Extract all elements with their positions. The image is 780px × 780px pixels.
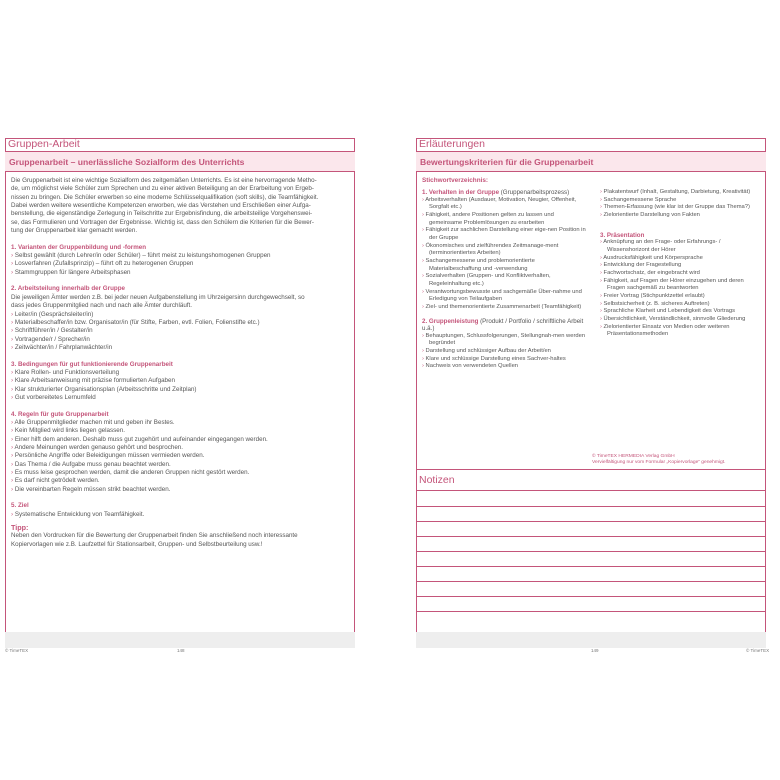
page-number: 148 — [177, 648, 185, 653]
list-item: › Sozialverhalten (Gruppen- und Konfliktverhalten, Regeleinhaltung etc.) — [422, 273, 588, 288]
right-page-title: Erläuterungen — [416, 138, 766, 152]
list-item: › Das Thema / die Aufgabe muss genau beachtet werden. — [11, 461, 349, 469]
list-item: › Freier Vortrag (Stichpunktzettel erlaubt) — [600, 293, 760, 301]
left-page-title: Gruppen-Arbeit — [5, 138, 355, 152]
list-item: › Klare Arbeitsanweisung mit präzise formulierten Aufgaben — [11, 377, 349, 385]
note-line — [416, 521, 766, 522]
intro-line: de, um möglichst viele Schüler zum Sprechen und zu einer aktiven Beteiligung an der Erarbeitung von Ergeb- — [11, 185, 314, 193]
list-item: › Die vereinbarten Regeln müssen strikt beachtet werden. — [11, 486, 349, 494]
list-item: › Zeitwächter/in / Fahrplanwächter/in — [11, 344, 349, 352]
page-number: 149 — [591, 648, 599, 653]
tip-text: Neben den Vordrucken für die Bewertung der Gruppenarbeit finden Sie anschließend noch interessante — [11, 532, 298, 540]
intro-line: nissen zu bringen. Die Schüler erwerben so eine moderne Schlüsselqualifikation (soft skills), die Teamfähigkeit. — [11, 193, 319, 201]
section-text: dass jedes Gruppenmitglied nach und nach alle Ämter durchläuft. — [11, 302, 193, 310]
note-line — [416, 566, 766, 567]
section-title-text: 2. Gruppenleistung — [422, 317, 479, 325]
list-item: › Übersichtlichkeit, Verständlichkeit, sinnvolle Gliederung — [600, 316, 760, 324]
tip-text: Kopiervorlagen wie z.B. Laufzettel für Stationsarbeit, Gruppen- und Selbstbeurteilung usw.! — [11, 540, 263, 548]
list-item: › Selbstsicherheit (z. B. sicheres Auftreten) — [600, 301, 760, 309]
section-title-varianten: 1. Varianten der Gruppenbildung und -formen — [11, 243, 147, 251]
list-item: › Anknüpfung an den Frage- oder Erfahrungs- / Wissenshorizont der Hörer — [600, 239, 760, 254]
section-title-verhalten — [422, 189, 588, 197]
section-title-ziel: 5. Ziel — [11, 502, 29, 510]
list-item: › Arbeitsverhalten (Ausdauer, Motivation, Neugier, Offenheit, Sorgfalt etc.) — [422, 197, 588, 212]
note-line — [416, 581, 766, 582]
intro-line: tung der Gruppenarbeit klar gemacht werden. — [11, 227, 138, 235]
section-title-arbeitsteilung: 2. Arbeitsteilung innerhalb der Gruppe — [11, 285, 126, 293]
list-item: › Alle Gruppenmitglieder machen mit und geben ihr Bestes. — [11, 419, 349, 427]
intro-line: Dabei werden weitere wesentliche Kompetenzen erworben, wie das Verstehen und Erschließen einer Aufga- — [11, 202, 311, 210]
note-line — [416, 596, 766, 597]
note-line — [416, 536, 766, 537]
list-item: › Ziel- und themenorientierte Zusammenarbeit (Teamfähigkeit) — [422, 304, 588, 312]
right-page — [416, 138, 768, 655]
list-item: › Losverfahren (Zufallsprinzip) – führt oft zu heterogenen Gruppen — [11, 260, 349, 268]
list-item: › Leiter/in (Gesprächsleiter/in) — [11, 311, 349, 319]
copyright-notice — [592, 454, 725, 467]
copyright-footer: © TimeTEX — [746, 648, 770, 653]
list-item: › Kein Mitglied wird links liegen gelassen. — [11, 427, 349, 435]
copyright-line: © TimeTEX HERMEDIA Verlag GmbH — [592, 454, 675, 459]
list-item: › Klar strukturierter Organisationsplan (Arbeitsschritte und Zeitplan) — [11, 386, 349, 394]
list-item: › Es muss leise gesprochen werden, damit die anderen Gruppen nicht gestört werden. — [11, 469, 349, 477]
list-item: › Nachweis von verwendeten Quellen — [422, 363, 588, 371]
section-title-praesentation: 3. Präsentation — [600, 231, 645, 239]
list-item: › Zielorientierte Darstellung von Fakten — [600, 212, 760, 220]
list-item: › Verantwortungsbewusste und sachgemäße Über-nahme und Erledigung von Teilaufgaben — [422, 289, 588, 304]
list-item: › Ökonomisches und zielführendes Zeitmanage-ment (terminorientiertes Arbeiten) — [422, 243, 588, 258]
section-title-regeln: 4. Regeln für gute Gruppenarbeit — [11, 410, 109, 418]
section-title-gruppenleistung — [422, 318, 588, 333]
list-item: › Vortragende/r / Sprecher/in — [11, 336, 349, 344]
list-item: › Fähigkeit zur sachlichen Darstellung einer eige-nen Position in der Gruppe — [422, 227, 588, 242]
list-item: › Stammgruppen für längere Arbeitsphasen — [11, 269, 349, 277]
note-line — [416, 551, 766, 552]
copyright-footer: © TimeTEX — [5, 648, 29, 653]
list-item: › Klare und schlüssige Darstellung eines Sachver-haltes — [422, 356, 588, 364]
footer-band — [5, 632, 355, 648]
list-item: › Andere Meinungen werden genauso gehört und besprochen. — [11, 444, 349, 452]
section-title-text: 1. Verhalten in der Gruppe — [422, 189, 500, 196]
right-page-subtitle: Bewertungskriterien für die Gruppenarbeit — [416, 152, 766, 172]
list-item: › Ausdrucksfähigkeit und Körpersprache — [600, 255, 760, 263]
note-line — [416, 506, 766, 507]
list-item: › Einer hilft dem anderen. Deshalb muss gut zugehört und aufeinander eingegangen werden. — [11, 436, 349, 444]
list-item: › Entwicklung der Fragestellung — [600, 262, 760, 270]
left-page-body — [11, 177, 349, 549]
section-title-suffix: (Produkt / Portfolio / schriftliche Arbeit u.ä.) — [422, 317, 584, 333]
section-title-bedingungen: 3. Bedingungen für gut funktionierende Gruppenarbeit — [11, 360, 173, 368]
list-item: › Sprachliche Klarheit und Lebendigkeit des Vortrags — [600, 308, 760, 316]
section-text: Die jeweiligen Ämter werden z.B. bei jeder neuen Aufgabenstellung im Uhrzeigersinn durchgewechselt, so — [11, 293, 305, 301]
list-item: › Zielorientierter Einsatz von Medien oder weiteren Präsentationsmethoden — [600, 324, 760, 339]
list-item: › Es darf nicht getrödelt werden. — [11, 477, 349, 485]
list-item: › Systematische Entwicklung von Teamfähigkeit. — [11, 511, 349, 519]
list-item: › Gut vorbereitetes Lernumfeld — [11, 394, 349, 402]
criteria-column-left — [422, 189, 588, 371]
intro-line: se, das Formulieren und Vortragen der Ergebnisse. Wichtig ist, dass den Schülern die Kriterien für die Bewer- — [11, 218, 314, 226]
intro-line: Die Gruppenarbeit ist eine wichtige Sozialform des zeitgemäßen Unterrichts. Es ist eine hervorragende Metho- — [11, 177, 317, 184]
list-item: › Schriftführer/in / Gestalter/in — [11, 327, 349, 335]
tip-title: Tipp: — [11, 523, 29, 533]
copyright-line: Vervielfältigung nur vom Formular „Kopiervorlage“ genehmigt. — [592, 460, 726, 466]
list-item: › Fähigkeit, auf Fragen der Hörer einzugehen und deren Fragen sachgemäß zu beantworten — [600, 278, 760, 293]
list-item: › Behauptungen, Schlussfolgerungen, Stellungnah-men werden begründet — [422, 333, 588, 348]
left-page-subtitle: Gruppenarbeit – unerlässliche Sozialform des Unterrichts — [5, 152, 355, 172]
notes-title: Notizen — [416, 469, 766, 491]
list-item: › Themen-Erfassung (wie klar ist der Gruppe das Thema?) — [600, 204, 760, 212]
list-item: › Fähigkeit, andere Positionen gelten zu lassen und gemeinsame Problemlösungen zu erarbeiten — [422, 212, 588, 227]
footer-band — [416, 632, 766, 648]
list-item: › Sachangemessene und problemorientierte Materialbeschaffung und -verwendung — [422, 258, 588, 273]
list-item: › Persönliche Angriffe oder Beleidigungen müssen vermieden werden. — [11, 452, 349, 460]
list-item: › Fachwortschatz, der eingebracht wird — [600, 270, 760, 278]
list-item: › Sachangemessene Sprache — [600, 197, 760, 205]
list-item: › Klare Rollen- und Funktionsverteilung — [11, 369, 349, 377]
section-title-suffix: (Gruppenarbeitsprozess) — [499, 189, 570, 196]
intro-line: benstellung, die eigenständige Zerlegung in Teilschritte zur Ergebnisfindung, die arbeitsteilige Vorgehenswei- — [11, 210, 313, 218]
list-item: › Plakatentwurf (Inhalt, Gestaltung, Darbietung, Kreativität) — [600, 189, 760, 197]
left-page — [5, 138, 357, 655]
list-item: › Darstellung und schlüssiger Aufbau der Arbeit/en — [422, 348, 588, 356]
criteria-column-right — [600, 189, 760, 339]
keyword-index-title: Stichwortverzeichnis: — [422, 177, 489, 184]
list-item: › Selbst gewählt (durch Lehrer/in oder Schüler) – führt meist zu leistungshomogenen Gruppen — [11, 252, 349, 260]
list-item: › Materialbeschaffer/in bzw. Organisator/in (für Stifte, Farben, evtl. Folien, Folienstifte etc.) — [11, 319, 349, 327]
intro-paragraph — [11, 177, 349, 235]
note-line — [416, 611, 766, 612]
